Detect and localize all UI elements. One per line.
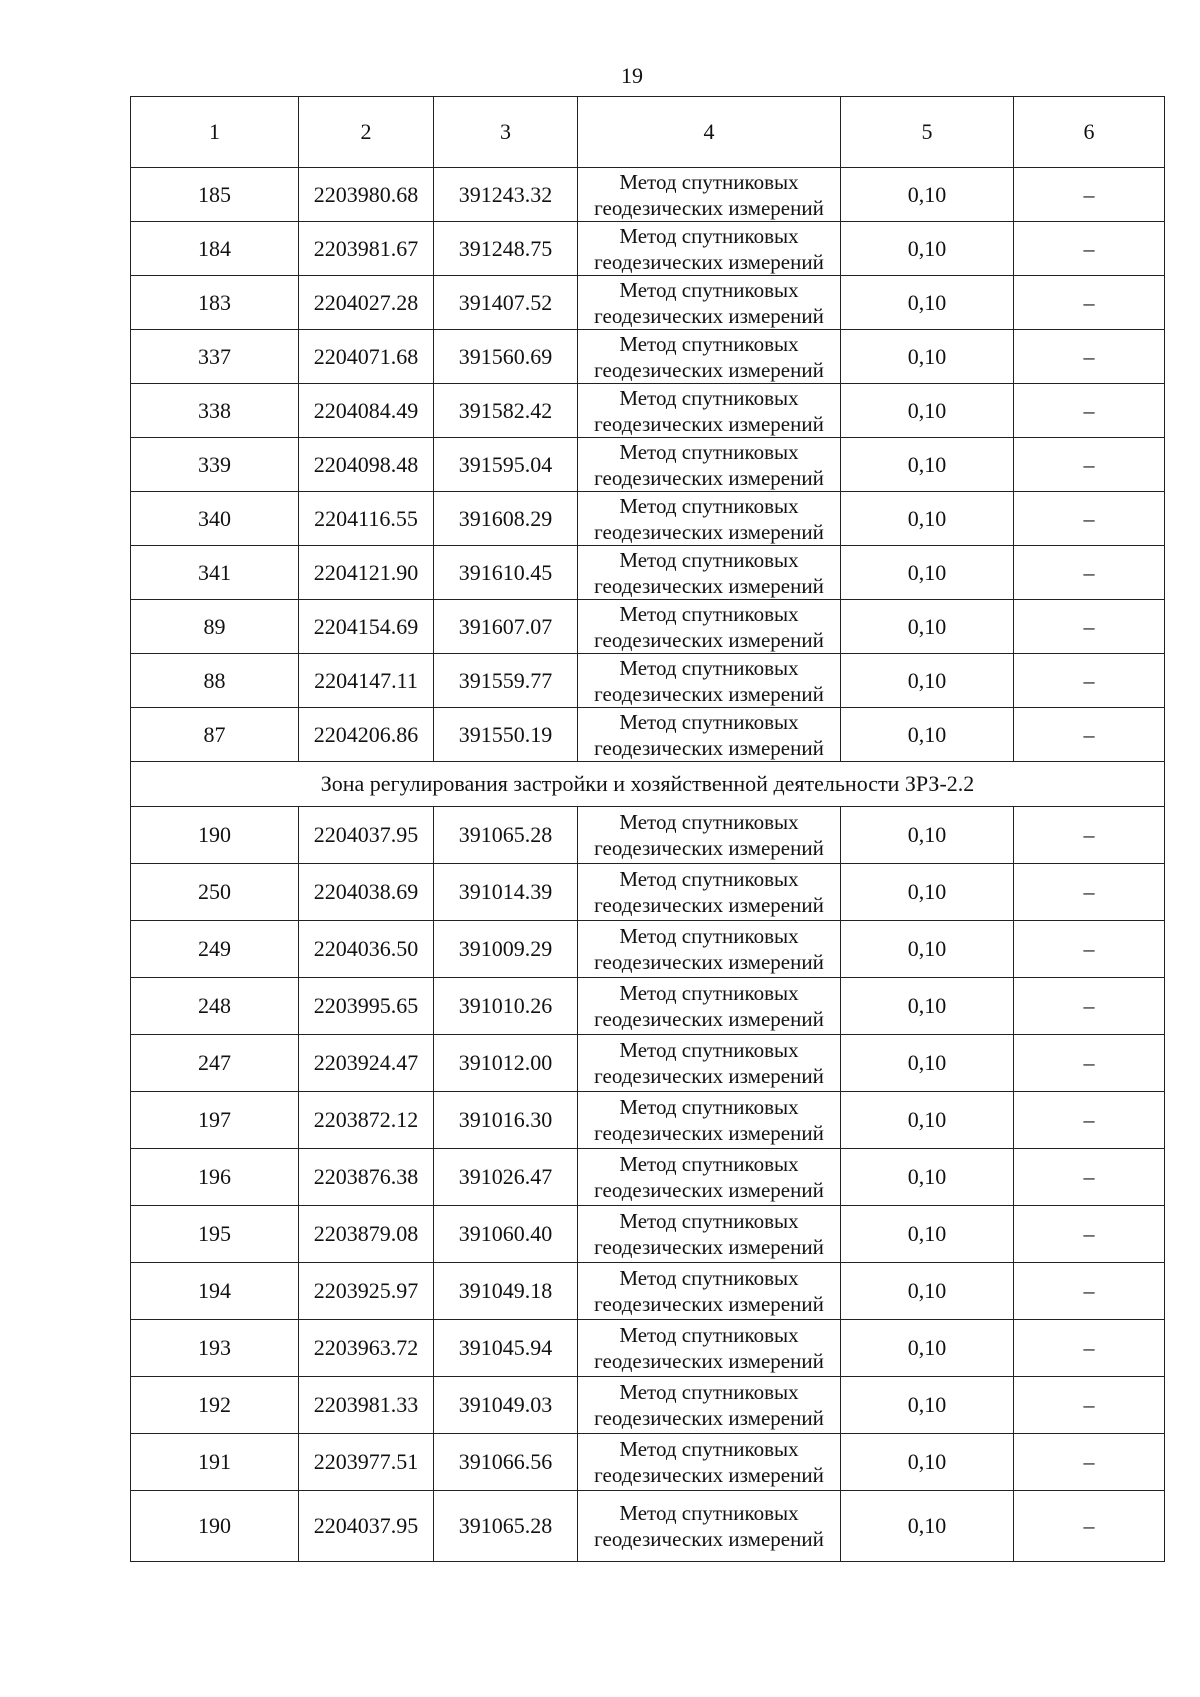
description-cell: – (1014, 807, 1165, 864)
table-row (131, 330, 1165, 384)
table-header-row (131, 97, 1165, 168)
table-row (131, 492, 1165, 546)
method-cell (578, 168, 841, 222)
x-coordinate-cell: 2204027.28 (299, 276, 434, 330)
method-text-line: Метод спутниковых (619, 1095, 799, 1119)
method-cell (578, 978, 841, 1035)
description-cell: – (1014, 1206, 1165, 1263)
x-coordinate-cell: 2204206.86 (299, 708, 434, 762)
description-cell: – (1014, 600, 1165, 654)
y-coordinate-cell: 391049.18 (434, 1263, 578, 1320)
method-cell (578, 384, 841, 438)
description-cell: – (1014, 1491, 1165, 1562)
x-coordinate-cell: 2204116.55 (299, 492, 434, 546)
table-row (131, 921, 1165, 978)
method-text-line: Метод спутниковых (619, 1437, 799, 1461)
page-number: 19 (621, 63, 643, 88)
method-text-line: геодезических измерений (594, 465, 824, 490)
table-row (131, 1092, 1165, 1149)
method-text-line: Метод спутниковых (619, 1501, 799, 1525)
y-coordinate-cell: 391066.56 (434, 1434, 578, 1491)
method-cell (578, 330, 841, 384)
point-number-cell: 190 (131, 1491, 299, 1562)
method-cell (578, 921, 841, 978)
x-coordinate-cell: 2204084.49 (299, 384, 434, 438)
x-coordinate-cell: 2204036.50 (299, 921, 434, 978)
accuracy-cell: 0,10 (841, 1149, 1014, 1206)
table-body (131, 168, 1165, 1562)
method-cell (578, 864, 841, 921)
point-number-cell: 247 (131, 1035, 299, 1092)
method-text-line: Метод спутниковых (619, 277, 799, 302)
description-cell: – (1014, 864, 1165, 921)
description-cell: – (1014, 222, 1165, 276)
x-coordinate-cell: 2204037.95 (299, 807, 434, 864)
accuracy-cell: 0,10 (841, 546, 1014, 600)
accuracy-cell: 0,10 (841, 1491, 1014, 1562)
method-text-line: геодезических измерений (594, 573, 824, 598)
point-number-cell: 190 (131, 807, 299, 864)
table-row (131, 1149, 1165, 1206)
description-cell: – (1014, 330, 1165, 384)
point-number-cell: 197 (131, 1092, 299, 1149)
table-row (131, 1320, 1165, 1377)
description-cell: – (1014, 168, 1165, 222)
table-row (131, 864, 1165, 921)
column-header: 2 (299, 97, 434, 168)
method-cell (578, 492, 841, 546)
table-row (131, 807, 1165, 864)
table-row (131, 1491, 1165, 1562)
method-text-line: Метод спутниковых (619, 331, 799, 356)
description-cell: – (1014, 1434, 1165, 1491)
method-text-line: Метод спутниковых (619, 1152, 799, 1176)
y-coordinate-cell: 391014.39 (434, 864, 578, 921)
accuracy-cell: 0,10 (841, 492, 1014, 546)
x-coordinate-cell: 2203980.68 (299, 168, 434, 222)
method-text-line: геодезических измерений (594, 735, 824, 760)
point-number-cell: 184 (131, 222, 299, 276)
y-coordinate-cell: 391595.04 (434, 438, 578, 492)
x-coordinate-cell: 2204098.48 (299, 438, 434, 492)
method-text-line: Метод спутниковых (619, 223, 799, 248)
point-number-cell: 337 (131, 330, 299, 384)
x-coordinate-cell: 2203872.12 (299, 1092, 434, 1149)
accuracy-cell: 0,10 (841, 708, 1014, 762)
method-cell (578, 1206, 841, 1263)
method-text-line: Метод спутниковых (619, 655, 799, 680)
method-text-line: Метод спутниковых (619, 867, 799, 891)
method-cell (578, 600, 841, 654)
table-row (131, 438, 1165, 492)
y-coordinate-cell: 391010.26 (434, 978, 578, 1035)
method-text-line: Метод спутниковых (619, 810, 799, 834)
method-text-line: геодезических измерений (594, 950, 824, 974)
method-cell (578, 1491, 841, 1562)
table-row (131, 1377, 1165, 1434)
method-cell (578, 1434, 841, 1491)
x-coordinate-cell: 2204121.90 (299, 546, 434, 600)
method-text-line: геодезических измерений (594, 1064, 824, 1088)
method-text-line: Метод спутниковых (619, 385, 799, 410)
description-cell: – (1014, 1320, 1165, 1377)
method-text-line: геодезических измерений (594, 627, 824, 652)
method-text-line: геодезических измерений (594, 411, 824, 436)
description-cell: – (1014, 384, 1165, 438)
description-cell: – (1014, 1092, 1165, 1149)
x-coordinate-cell: 2203995.65 (299, 978, 434, 1035)
accuracy-cell: 0,10 (841, 1377, 1014, 1434)
accuracy-cell: 0,10 (841, 438, 1014, 492)
method-cell (578, 654, 841, 708)
method-text-line: Метод спутниковых (619, 1038, 799, 1062)
method-text-line: геодезических измерений (594, 357, 824, 382)
method-text-line: геодезических измерений (594, 1349, 824, 1373)
x-coordinate-cell: 2203981.67 (299, 222, 434, 276)
point-number-cell: 194 (131, 1263, 299, 1320)
point-number-cell: 338 (131, 384, 299, 438)
description-cell: – (1014, 492, 1165, 546)
method-text-line: геодезических измерений (594, 893, 824, 917)
accuracy-cell: 0,10 (841, 1434, 1014, 1491)
point-number-cell: 185 (131, 168, 299, 222)
y-coordinate-cell: 391607.07 (434, 600, 578, 654)
y-coordinate-cell: 391608.29 (434, 492, 578, 546)
accuracy-cell: 0,10 (841, 1206, 1014, 1263)
table-row (131, 1263, 1165, 1320)
section-heading-row (131, 762, 1165, 807)
description-cell: – (1014, 438, 1165, 492)
accuracy-cell: 0,10 (841, 1035, 1014, 1092)
column-header: 1 (131, 97, 299, 168)
column-header: 4 (578, 97, 841, 168)
table-row (131, 1035, 1165, 1092)
y-coordinate-cell: 391045.94 (434, 1320, 578, 1377)
x-coordinate-cell: 2203977.51 (299, 1434, 434, 1491)
method-text-line: геодезических измерений (594, 195, 824, 220)
accuracy-cell: 0,10 (841, 921, 1014, 978)
method-text-line: геодезических измерений (594, 836, 824, 860)
y-coordinate-cell: 391550.19 (434, 708, 578, 762)
method-text-line: Метод спутниковых (619, 493, 799, 518)
method-cell (578, 1377, 841, 1434)
method-cell (578, 222, 841, 276)
x-coordinate-cell: 2203879.08 (299, 1206, 434, 1263)
method-text-line: геодезических измерений (594, 1235, 824, 1259)
table-row (131, 600, 1165, 654)
accuracy-cell: 0,10 (841, 1092, 1014, 1149)
x-coordinate-cell: 2203963.72 (299, 1320, 434, 1377)
accuracy-cell: 0,10 (841, 807, 1014, 864)
method-text-line: Метод спутниковых (619, 547, 799, 572)
accuracy-cell: 0,10 (841, 864, 1014, 921)
point-number-cell: 339 (131, 438, 299, 492)
point-number-cell: 89 (131, 600, 299, 654)
accuracy-cell: 0,10 (841, 330, 1014, 384)
method-cell (578, 1092, 841, 1149)
method-text-line: Метод спутниковых (619, 1209, 799, 1233)
method-text-line: Метод спутниковых (619, 1380, 799, 1404)
method-text-line: геодезических измерений (594, 303, 824, 328)
description-cell: – (1014, 1377, 1165, 1434)
description-cell: – (1014, 546, 1165, 600)
method-text-line: геодезических измерений (594, 1121, 824, 1145)
table-row (131, 708, 1165, 762)
description-cell: – (1014, 978, 1165, 1035)
method-text-line: геодезических измерений (594, 1178, 824, 1202)
method-text-line: геодезических измерений (594, 1406, 824, 1430)
point-number-cell: 196 (131, 1149, 299, 1206)
point-number-cell: 249 (131, 921, 299, 978)
x-coordinate-cell: 2203925.97 (299, 1263, 434, 1320)
method-text-line: геодезических измерений (594, 1527, 824, 1551)
method-text-line: геодезических измерений (594, 1463, 824, 1487)
point-number-cell: 191 (131, 1434, 299, 1491)
table-row (131, 168, 1165, 222)
method-text-line: геодезических измерений (594, 1007, 824, 1031)
method-text-line: геодезических измерений (594, 1292, 824, 1316)
description-cell: – (1014, 1263, 1165, 1320)
y-coordinate-cell: 391065.28 (434, 1491, 578, 1562)
y-coordinate-cell: 391016.30 (434, 1092, 578, 1149)
method-text-line: Метод спутниковых (619, 439, 799, 464)
method-cell (578, 1035, 841, 1092)
description-cell: – (1014, 921, 1165, 978)
method-text-line: Метод спутниковых (619, 981, 799, 1005)
method-cell (578, 276, 841, 330)
point-number-cell: 87 (131, 708, 299, 762)
method-text-line: Метод спутниковых (619, 169, 799, 194)
table-row (131, 1434, 1165, 1491)
x-coordinate-cell: 2204147.11 (299, 654, 434, 708)
point-number-cell: 192 (131, 1377, 299, 1434)
accuracy-cell: 0,10 (841, 276, 1014, 330)
accuracy-cell: 0,10 (841, 600, 1014, 654)
accuracy-cell: 0,10 (841, 978, 1014, 1035)
description-cell: – (1014, 276, 1165, 330)
x-coordinate-cell: 2204071.68 (299, 330, 434, 384)
method-cell (578, 1149, 841, 1206)
x-coordinate-cell: 2204154.69 (299, 600, 434, 654)
method-text-line: геодезических измерений (594, 681, 824, 706)
x-coordinate-cell: 2204037.95 (299, 1491, 434, 1562)
y-coordinate-cell: 391012.00 (434, 1035, 578, 1092)
accuracy-cell: 0,10 (841, 654, 1014, 708)
description-cell: – (1014, 1149, 1165, 1206)
method-cell (578, 438, 841, 492)
method-text-line: геодезических измерений (594, 519, 824, 544)
table-row (131, 384, 1165, 438)
method-cell (578, 807, 841, 864)
y-coordinate-cell: 391243.32 (434, 168, 578, 222)
y-coordinate-cell: 391049.03 (434, 1377, 578, 1434)
point-number-cell: 250 (131, 864, 299, 921)
y-coordinate-cell: 391248.75 (434, 222, 578, 276)
accuracy-cell: 0,10 (841, 384, 1014, 438)
method-cell (578, 1320, 841, 1377)
method-text-line: Метод спутниковых (619, 601, 799, 626)
method-cell (578, 708, 841, 762)
description-cell: – (1014, 1035, 1165, 1092)
method-cell (578, 546, 841, 600)
method-text-line: Метод спутниковых (619, 924, 799, 948)
y-coordinate-cell: 391610.45 (434, 546, 578, 600)
y-coordinate-cell: 391407.52 (434, 276, 578, 330)
point-number-cell: 183 (131, 276, 299, 330)
x-coordinate-cell: 2203876.38 (299, 1149, 434, 1206)
accuracy-cell: 0,10 (841, 222, 1014, 276)
table-row (131, 654, 1165, 708)
accuracy-cell: 0,10 (841, 1320, 1014, 1377)
table-row (131, 222, 1165, 276)
description-cell: – (1014, 654, 1165, 708)
column-header: 6 (1014, 97, 1165, 168)
method-text-line: Метод спутниковых (619, 1266, 799, 1290)
table-row (131, 276, 1165, 330)
y-coordinate-cell: 391026.47 (434, 1149, 578, 1206)
x-coordinate-cell: 2203981.33 (299, 1377, 434, 1434)
method-text-line: геодезических измерений (594, 249, 824, 274)
y-coordinate-cell: 391560.69 (434, 330, 578, 384)
section-title: Зона регулирования застройки и хозяйственной деятельности ЗРЗ-2.2 (131, 762, 1165, 807)
y-coordinate-cell: 391009.29 (434, 921, 578, 978)
method-text-line: Метод спутниковых (619, 1323, 799, 1347)
table-row (131, 546, 1165, 600)
x-coordinate-cell: 2204038.69 (299, 864, 434, 921)
accuracy-cell: 0,10 (841, 168, 1014, 222)
point-number-cell: 88 (131, 654, 299, 708)
point-number-cell: 341 (131, 546, 299, 600)
accuracy-cell: 0,10 (841, 1263, 1014, 1320)
y-coordinate-cell: 391065.28 (434, 807, 578, 864)
point-number-cell: 193 (131, 1320, 299, 1377)
column-header: 5 (841, 97, 1014, 168)
method-text-line: Метод спутниковых (619, 709, 799, 734)
point-number-cell: 195 (131, 1206, 299, 1263)
x-coordinate-cell: 2203924.47 (299, 1035, 434, 1092)
y-coordinate-cell: 391559.77 (434, 654, 578, 708)
point-number-cell: 248 (131, 978, 299, 1035)
description-cell: – (1014, 708, 1165, 762)
coordinates-table (130, 96, 1165, 1562)
method-cell (578, 1263, 841, 1320)
table-row (131, 1206, 1165, 1263)
y-coordinate-cell: 391582.42 (434, 384, 578, 438)
column-header: 3 (434, 97, 578, 168)
table-row (131, 978, 1165, 1035)
y-coordinate-cell: 391060.40 (434, 1206, 578, 1263)
point-number-cell: 340 (131, 492, 299, 546)
